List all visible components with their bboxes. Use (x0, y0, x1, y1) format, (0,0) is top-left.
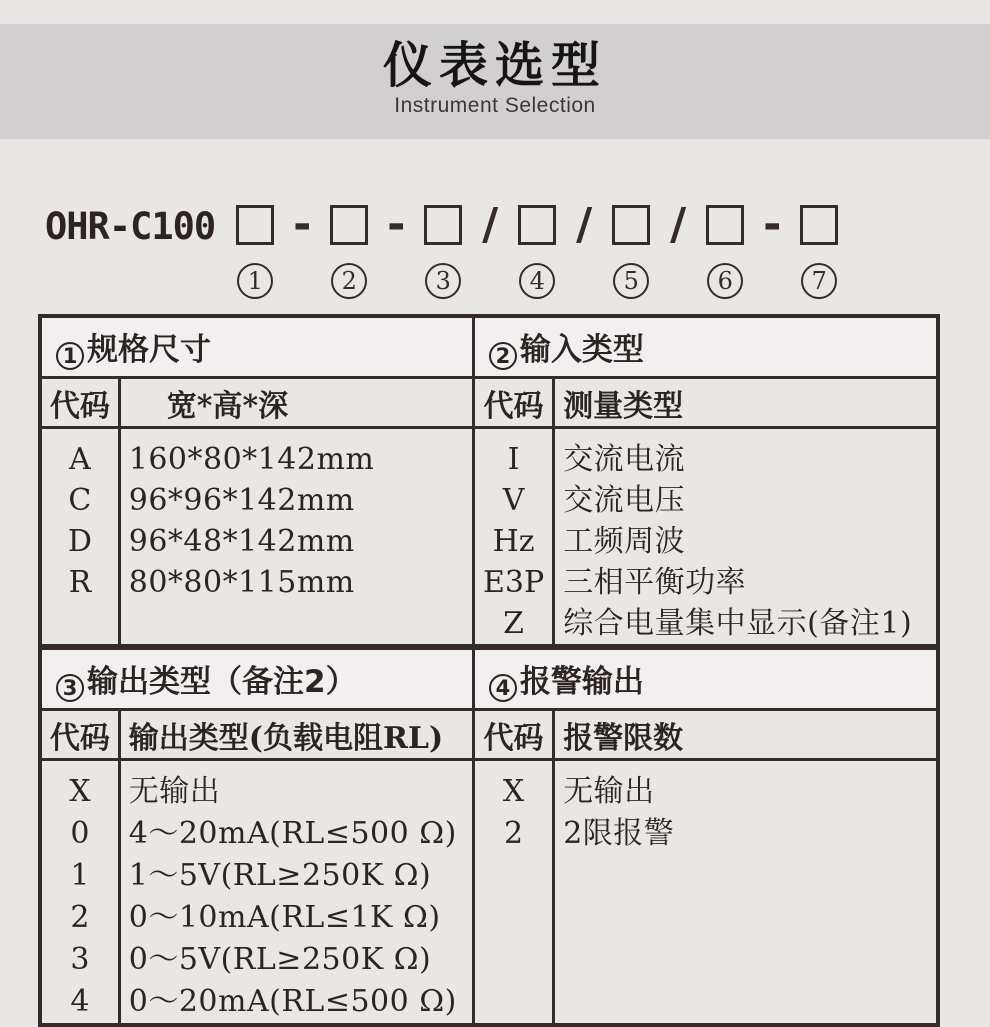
position-number-5: 5 (613, 263, 649, 299)
position-number-2: 2 (331, 263, 367, 299)
section-title-input: 输入类型 (519, 332, 644, 368)
input-code: Z (503, 606, 524, 641)
spec-code-column (40, 428, 119, 648)
position-number-3: 3 (425, 263, 461, 299)
circled-number-icon: 2 (489, 342, 517, 370)
section-title-output: 输出类型（备注2） (87, 664, 357, 700)
column-header-row-bottom (40, 710, 938, 760)
spec-code: C (68, 483, 92, 518)
spec-desc-column (119, 428, 473, 648)
input-code: E3P (482, 565, 545, 600)
input-desc: 工频周波 (563, 524, 686, 559)
model-position-2 (329, 205, 369, 299)
body-row-top (40, 428, 938, 648)
model-separator: / (482, 199, 499, 250)
spec-desc: 96*96*142mm (128, 483, 355, 518)
section-header-input (473, 316, 938, 378)
output-desc: 0～20mA(RL≤500 Ω) (128, 984, 457, 1019)
column-header-spec-code: 代码 (40, 378, 119, 428)
column-header-output-code: 代码 (40, 710, 119, 760)
spec-desc: 160*80*142mm (128, 442, 375, 477)
model-separator: - (763, 199, 782, 250)
code-box-2 (330, 205, 368, 245)
model-prefix: OHR-C100 (45, 205, 216, 248)
output-code: X (69, 774, 91, 809)
input-code: I (507, 442, 520, 477)
banner (0, 24, 990, 139)
selection-table (38, 314, 940, 1027)
output-desc: 4～20mA(RL≤500 Ω) (128, 816, 457, 851)
output-code: 0 (70, 816, 90, 851)
model-position-4 (517, 205, 557, 299)
section-header-row-top (40, 316, 938, 378)
spec-code: R (68, 565, 92, 600)
column-header-row-top (40, 378, 938, 428)
column-header-spec-desc: 宽*高*深 (119, 378, 473, 428)
section-header-spec (40, 316, 473, 378)
model-separator: - (387, 199, 406, 250)
output-desc: 0～5V(RL≥250K Ω) (128, 942, 432, 977)
input-code: Hz (492, 524, 535, 559)
position-number-7: 7 (801, 263, 837, 299)
model-position-5 (611, 205, 651, 299)
section-header-output (40, 647, 473, 710)
input-desc: 三相平衡功率 (563, 565, 747, 600)
column-header-alarm-code: 代码 (473, 710, 553, 760)
spec-code: A (69, 442, 91, 477)
model-position-7 (799, 205, 839, 299)
model-units (235, 199, 839, 299)
code-box-3 (424, 205, 462, 245)
model-separator: - (293, 199, 312, 250)
output-code: 4 (70, 984, 90, 1019)
circled-number-icon: 4 (489, 674, 517, 702)
column-header-input-code: 代码 (473, 378, 553, 428)
input-desc: 交流电流 (563, 442, 686, 477)
model-position-6 (705, 205, 745, 299)
input-code-column (473, 428, 553, 648)
code-box-7 (800, 205, 838, 245)
spec-desc: 80*80*115mm (128, 565, 355, 600)
circled-number-icon: 3 (56, 674, 84, 702)
output-desc: 无输出 (128, 774, 221, 809)
column-header-alarm-desc: 报警限数 (554, 710, 938, 760)
output-code: 1 (70, 858, 90, 893)
column-header-output-desc: 输出类型(负载电阻RL) (119, 710, 473, 760)
page-subtitle: Instrument Selection (394, 94, 596, 117)
body-row-bottom (40, 760, 938, 1026)
code-box-6 (706, 205, 744, 245)
alarm-code-column (473, 760, 553, 1026)
input-code: V (502, 483, 525, 518)
output-code: 3 (70, 942, 90, 977)
alarm-desc: 无输出 (563, 774, 655, 809)
section-title-alarm: 报警输出 (519, 664, 644, 700)
model-separator: / (576, 199, 593, 250)
section-header-alarm (473, 647, 938, 710)
alarm-desc: 2限报警 (563, 816, 675, 851)
output-code-column (40, 760, 119, 1026)
alarm-code: 2 (504, 816, 524, 851)
input-desc: 综合电量集中显示(备注1) (563, 606, 913, 641)
input-desc-column (554, 428, 938, 648)
page-title: 仪表选型 (382, 37, 607, 94)
circled-number-icon: 1 (56, 342, 84, 370)
code-box-4 (518, 205, 556, 245)
output-code: 2 (70, 900, 90, 935)
model-separator: / (670, 199, 687, 250)
section-title-spec: 规格尺寸 (87, 332, 211, 368)
output-desc-column (119, 760, 473, 1026)
code-box-1 (236, 205, 274, 245)
input-desc: 交流电压 (563, 483, 686, 518)
model-position-1 (235, 205, 275, 299)
column-header-input-desc: 测量类型 (554, 378, 938, 428)
model-code-row (45, 199, 839, 299)
output-desc: 0～10mA(RL≤1K Ω) (128, 900, 441, 935)
position-number-6: 6 (707, 263, 743, 299)
alarm-code: X (502, 774, 525, 809)
section-header-row-bottom (40, 647, 938, 710)
model-position-3 (423, 205, 463, 299)
output-desc: 1～5V(RL≥250K Ω) (128, 858, 432, 893)
position-number-1: 1 (237, 263, 273, 299)
code-box-5 (612, 205, 650, 245)
position-number-4: 4 (519, 263, 555, 299)
spec-desc: 96*48*142mm (128, 524, 355, 559)
spec-code: D (67, 524, 92, 559)
alarm-desc-column (554, 760, 938, 1026)
